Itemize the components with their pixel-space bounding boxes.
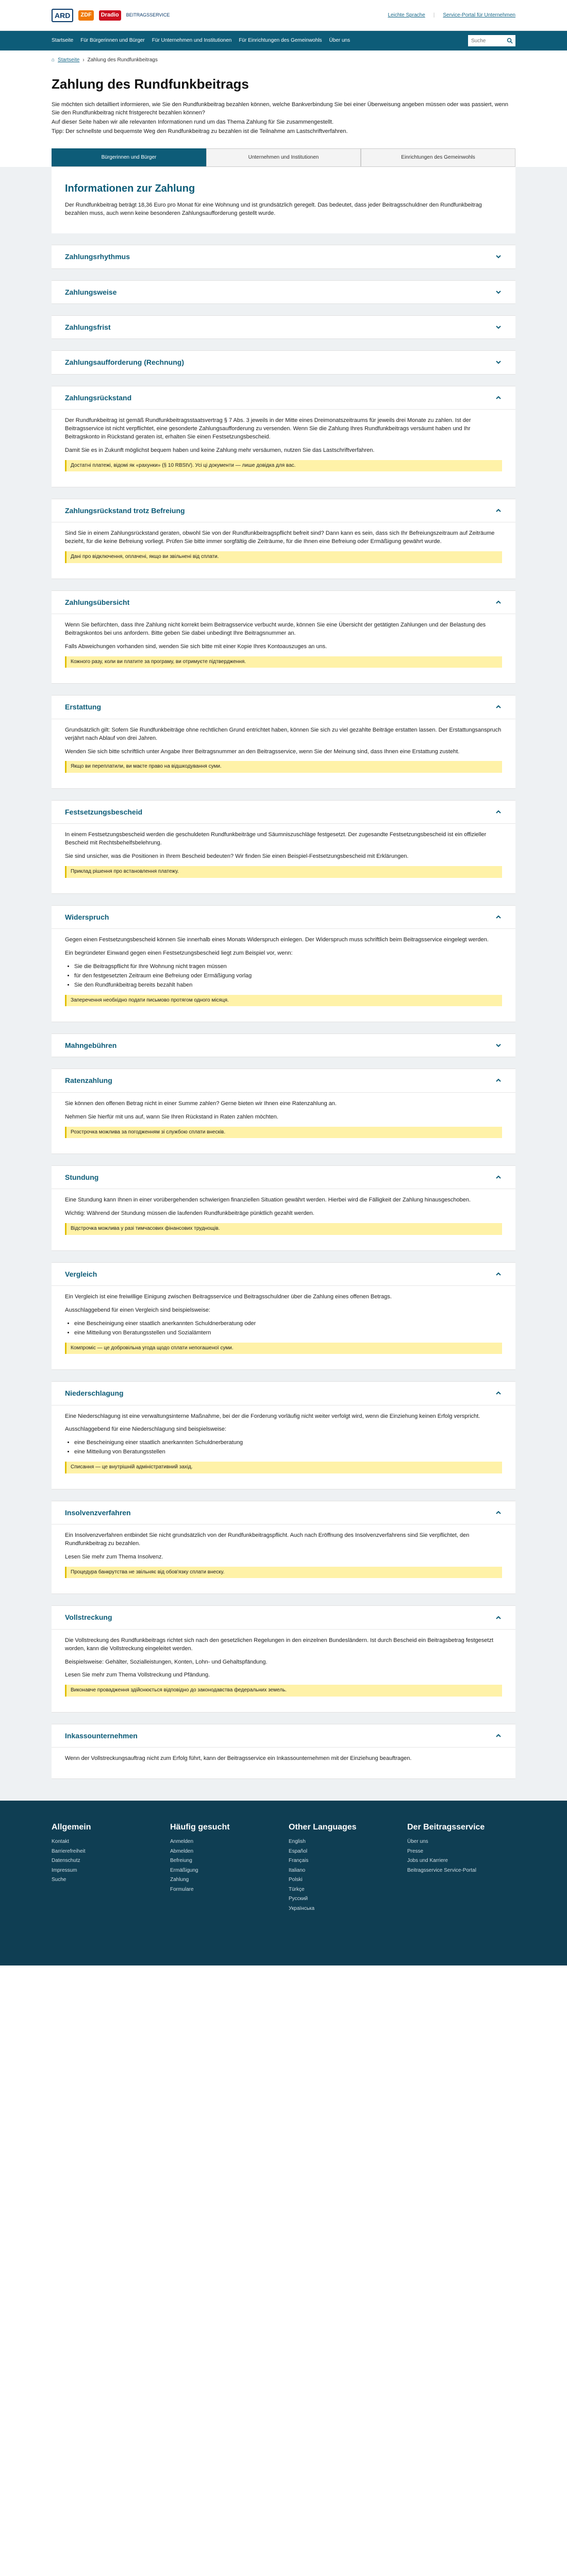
accordion-header[interactable] [52, 1034, 515, 1057]
section-paragraph: In einem Festsetzungsbescheid werden die geschuldeten Rundfunkbeiträge und Säumniszuschläge festgesetzt. Der zugesandte Festsetzungsbescheid ist ein offizieller Bescheid mit Rechtsbehelfsbelehrung. [65, 832, 487, 846]
accordion-list [52, 245, 515, 1779]
accordion-title: Zahlungsweise [65, 287, 117, 296]
accordion-header[interactable] [52, 1069, 515, 1092]
footer-column [289, 1821, 387, 1914]
section-paragraph: Eine Niederschlagung ist eine verwaltungsinterne Maßnahme, bei der die Forderung vorläufig nicht weiter verfolgt wird, wenn die Einziehung keinen Erfolg verspricht. [65, 1413, 480, 1419]
list-item: • eine Bescheinigung einer staatlich anerkannten Schuldnerberatung oder [74, 1320, 502, 1328]
footer-link[interactable]: Abmelden [170, 1848, 194, 1854]
accordion-section [52, 905, 515, 1022]
section-paragraph: Wenn der Vollstreckungsauftrag nicht zum Erfolg führt, kann der Beitragsservice ein Inkassounternehmen mit der Einziehung beauftragen. [65, 1755, 412, 1762]
footer-columns [52, 1821, 515, 1914]
accordion-title: Ratenzahlung [65, 1076, 112, 1085]
accordion-section [52, 499, 515, 579]
accordion-title: Mahngebühren [65, 1041, 117, 1050]
footer-link[interactable]: Barrierefreiheit [52, 1848, 86, 1854]
accordion-section [52, 1262, 515, 1370]
footer-link[interactable]: Jobs und Karriere [407, 1858, 448, 1864]
chevron-up-icon [495, 1509, 502, 1516]
footer-heading: Allgemein [52, 1823, 91, 1832]
accordion-header[interactable] [52, 801, 515, 824]
accordion-section [52, 1724, 515, 1779]
nav-item-home[interactable]: Startseite [52, 37, 74, 43]
chevron-down-icon [495, 1042, 502, 1049]
footer-heading: Der Beitragsservice [407, 1823, 485, 1832]
section-paragraph: Ein begründeter Einwand gegen einen Festsetzungsbescheid liegt zum Beispiel vor, wenn: [65, 950, 293, 956]
tab-companies[interactable]: Unternehmen und Institutionen [206, 148, 361, 167]
accordion-header[interactable] [52, 245, 515, 268]
translation-hint: Дані про відключення, оплачені, якщо ви звільнені від сплати. [65, 551, 502, 563]
translation-hint: Якщо ви переплатили, ви маєте право на відшкодування суми. [65, 761, 502, 773]
accordion-body [52, 1524, 515, 1594]
logo-zdf: ZDF [78, 10, 93, 21]
accordion-title: Stundung [65, 1173, 99, 1181]
footer-links [407, 1838, 505, 1874]
footer-link[interactable]: Ermäßigung [170, 1867, 198, 1873]
chevron-down-icon [495, 359, 502, 366]
content-area [0, 167, 567, 1801]
section-paragraph: Wichtig: Während der Stundung müssen die laufenden Rundfunkbeiträge pünktlich gezahlt werden. [65, 1210, 314, 1217]
section-paragraph: Eine Stundung kann Ihnen in einer vorübergehenden schwierigen finanziellen Situation gewährt werden. Hierbei wird die Fälligkeit der Zahlung hinausgeschoben. [65, 1197, 471, 1204]
footer-link[interactable]: Español [289, 1848, 308, 1854]
accordion-header[interactable] [52, 316, 515, 338]
chevron-up-icon [495, 1270, 502, 1278]
section-paragraph: Sie sind unsicher, was die Positionen in Ihrem Bescheid bedeuten? Wir finden Sie einen Beispiel-Festsetzungsbescheid mit Erklärungen. [65, 853, 409, 860]
section-paragraph: Die Vollstreckung des Rundfunkbeitrags richtet sich nach den gesetzlichen Regelungen in den einzelnen Bundesländern. Ist durch Bescheid ein Beitragsbetrag festgesetzt worden, kann die Vollstreckung eingeleitet werden. [65, 1637, 494, 1652]
accordion-header[interactable] [52, 1166, 515, 1189]
chevron-up-icon [495, 808, 502, 816]
section-paragraph: Beispielsweise: Gehälter, Sozialleistungen, Konten, Lohn- und Gehaltspfändung. [65, 1658, 268, 1665]
accordion-title: Zahlungsrückstand [65, 393, 132, 402]
chevron-up-icon [495, 1732, 502, 1739]
footer-links [289, 1838, 387, 1912]
chevron-up-icon [495, 1174, 502, 1181]
translation-hint: Приклад рішення про встановлення платежу. [65, 866, 502, 878]
footer-link[interactable]: Suche [52, 1877, 66, 1883]
nav-item-companies[interactable]: Für Unternehmen und Institutionen [152, 37, 232, 43]
accordion-header[interactable] [52, 386, 515, 410]
accordion-header[interactable] [52, 1382, 515, 1405]
accordion-title: Widerspruch [65, 912, 109, 921]
accordion-header[interactable] [52, 906, 515, 929]
accordion-section [52, 386, 515, 488]
footer-link[interactable]: Über uns [407, 1839, 428, 1845]
accordion-title: Zahlungsaufforderung (Rechnung) [65, 358, 184, 367]
home-icon[interactable]: ⌂ [52, 57, 55, 63]
section-paragraph: Ausschlaggebend für einen Vergleich sind beispielsweise: [65, 1307, 210, 1313]
section-paragraph: Lesen Sie mehr zum Thema Vollstreckung und Pfändung. [65, 1672, 210, 1679]
chevron-down-icon [495, 324, 502, 331]
accordion-header[interactable] [52, 281, 515, 303]
nav-item-citizens[interactable]: Für Bürgerinnen und Bürger [80, 37, 145, 43]
footer [0, 1801, 567, 1965]
accordion-title: Niederschlagung [65, 1389, 124, 1398]
accordion-section [52, 280, 515, 304]
info-card [52, 167, 515, 233]
main-nav [0, 31, 567, 50]
accordion-section [52, 1033, 515, 1057]
footer-link[interactable]: English [289, 1839, 306, 1845]
chevron-up-icon [495, 1077, 502, 1084]
search-box [468, 35, 515, 46]
accordion-body [52, 522, 515, 578]
intro [52, 101, 515, 136]
section-paragraph: Sie können den offenen Betrag nicht in einer Summe zahlen? Gerne bieten wir Ihnen eine Ratenzahlung an. [65, 1100, 337, 1107]
section-paragraph: Falls Abweichungen vorhanden sind, wenden Sie sich bitte mit einer Kopie Ihres Kontoauszuges an uns. [65, 643, 327, 650]
accordion-section [52, 315, 515, 339]
footer-link[interactable]: Befreiung [170, 1858, 192, 1864]
accordion-header[interactable] [52, 1606, 515, 1629]
accordion-title: Zahlungsrhythmus [65, 252, 130, 261]
utility-nav [388, 12, 515, 20]
logo-ard: ARD [52, 9, 73, 22]
accordion-section [52, 590, 515, 684]
footer-link[interactable]: Anmelden [170, 1839, 194, 1845]
accordion-body [52, 410, 515, 487]
accordion-header[interactable] [52, 1724, 515, 1748]
chevron-up-icon [495, 703, 502, 710]
section-paragraph: Damit Sie es in Zukunft möglichst bequem haben und keine Zahlung mehr versäumen, nutzen Sie das Lastschriftverfahren. [65, 447, 375, 453]
accordion-header[interactable] [52, 499, 515, 522]
chevron-up-icon [495, 1389, 502, 1397]
footer-link[interactable]: Українська [289, 1905, 315, 1911]
footer-link[interactable]: Kontakt [52, 1839, 69, 1845]
translation-hint: Виконавче провадження здійснюється відповідно до законодавства федеральних земель. [65, 1685, 502, 1697]
accordion-title: Zahlungsrückstand trotz Befreiung [65, 506, 185, 515]
chevron-up-icon [495, 1614, 502, 1621]
accordion-title: Zahlungsfrist [65, 323, 111, 331]
search-button[interactable] [504, 35, 515, 46]
accordion-body [52, 1630, 515, 1712]
accordion-section [52, 1605, 515, 1713]
chevron-down-icon [495, 253, 502, 260]
section-paragraph: Nehmen Sie hierfür mit uns auf, wann Sie Ihren Rückstand in Raten zahlen möchten. [65, 1113, 278, 1120]
accordion-body [52, 1189, 515, 1250]
accordion-section [52, 350, 515, 374]
footer-column [407, 1821, 505, 1914]
translation-hint: Компроміс — це добровільна угода щодо сплати непогашеної суми. [65, 1343, 502, 1354]
list-item: • eine Mitteilung von Beratungsstellen und Sozialämtern [74, 1329, 502, 1337]
footer-link[interactable]: Datenschutz [52, 1858, 80, 1864]
footer-link[interactable]: Türkçe [289, 1886, 305, 1892]
translation-hint: Списання — це внутрішній адміністративний захід. [65, 1462, 502, 1473]
accordion-body [52, 1405, 515, 1489]
list-item: • Sie die Beitragspflicht für Ihre Wohnung nicht tragen müssen [74, 963, 502, 971]
breadcrumb-current: Zahlung des Rundfunkbeitrags [87, 57, 158, 63]
intro-text: Auf dieser Seite haben wir alle relevanten Informationen rund um das Thema Zahlung für Sie zusammengestellt. [52, 119, 334, 126]
info-text: Der Rundfunkbeitrag beträgt 18,36 Euro pro Monat für eine Wohnung und ist grundsätzlich geregelt. Das bedeutet, dass jeder Beitragsschuldner den Rundfunkbeitrag bezahlen muss, auch wenn keine besonderen Zahlungsaufforderung gestellt wurde. [65, 202, 482, 217]
translation-hint: Кожного разу, коли ви платите за програму, ви отримуєте підтвердження. [65, 656, 502, 668]
footer-link[interactable]: Polski [289, 1877, 303, 1883]
footer-heading: Other Languages [289, 1823, 357, 1832]
footer-link[interactable]: Русский [289, 1896, 308, 1902]
accordion-body [52, 1748, 515, 1778]
accordion-section [52, 1069, 515, 1154]
accordion-title: Inkassounternehmen [65, 1731, 138, 1740]
section-list [74, 963, 502, 990]
chevron-down-icon [495, 289, 502, 296]
section-paragraph: Lesen Sie mehr zum Thema Insolvenz. [65, 1553, 163, 1560]
accordion-section [52, 1501, 515, 1595]
intro-tip: Tipp: Der schnellste und bequemste Weg den Rundfunkbeitrag zu bezahlen ist die Teilnahme am Lastschriftverfahren. [52, 128, 348, 134]
section-paragraph: Gegen einen Festsetzungsbescheid können Sie innerhalb eines Monats Widerspruch einlegen. Der Widerspruch muss schriftlich beim Beitragsservice eingelegt werden. [65, 936, 489, 943]
footer-heading: Häufig gesucht [170, 1823, 230, 1832]
footer-link[interactable]: Zahlung [170, 1877, 189, 1883]
tab-citizens[interactable]: Bürgerinnen und Bürger [52, 148, 206, 167]
accordion-body [52, 824, 515, 893]
util-link-service-portal[interactable]: Service-Portal für Unternehmen [443, 12, 515, 18]
section-paragraph: Ein Vergleich ist eine freiwillige Einigung zwischen Beitragsservice und Beitragsschuldner über die Zahlung eines offenen Betrags. [65, 1293, 392, 1300]
accordion-body [52, 929, 515, 1022]
page-title: Zahlung des Rundfunkbeitrags [52, 76, 249, 92]
audience-tabs [52, 148, 515, 167]
section-paragraph: Ein Insolvenzverfahren entbindet Sie nicht grundsätzlich von der Rundfunkbeitragspflicht. Auch nach Eröffnung des Insolvenzverfahrens sind Sie verpflichtet, den Rundfunkbeitrag zu bezahlen. [65, 1532, 470, 1547]
chevron-up-icon [495, 507, 502, 514]
section-paragraph: Grundsätzlich gilt: Sofern Sie Rundfunkbeiträge ohne rechtlichen Grund entrichtet haben, können Sie sich zu viel gezahlte Beiträge erstatten lassen. Der Erstattungsanspruch verjährt nach Ablauf von drei Jahren. [65, 726, 502, 741]
footer-link[interactable]: Français [289, 1858, 309, 1864]
accordion-title: Insolvenzverfahren [65, 1508, 131, 1517]
footer-links [170, 1838, 268, 1893]
section-list [74, 1439, 502, 1456]
accordion-header[interactable] [52, 1263, 515, 1286]
accordion-header[interactable] [52, 1501, 515, 1524]
search-icon [507, 38, 513, 44]
accordion-body [52, 614, 515, 683]
breadcrumb-separator: › [82, 57, 85, 63]
accordion-title: Zahlungsübersicht [65, 598, 130, 606]
footer-link[interactable]: Presse [407, 1848, 424, 1854]
chevron-up-icon [495, 913, 502, 921]
search-input[interactable] [468, 35, 504, 46]
accordion-section [52, 800, 515, 894]
section-paragraph: Wenden Sie sich bitte schriftlich unter Angabe Ihrer Beitragsnummer an den Beitragsservice, wenn Sie der Meinung sind, dass Ihnen eine Erstattung zusteht. [65, 748, 460, 755]
footer-column [52, 1821, 149, 1914]
translation-hint: Відстрочка можлива у разі тимчасових фінансових труднощів. [65, 1223, 502, 1235]
accordion-header[interactable] [52, 591, 515, 614]
top-bar [0, 0, 567, 31]
translation-hint: Розстрочка можлива за погодженням зі службою сплати внесків. [65, 1127, 502, 1139]
accordion-body [52, 1286, 515, 1369]
accordion-body [52, 719, 515, 788]
logo[interactable] [52, 9, 170, 22]
section-list [74, 1320, 502, 1337]
accordion-title: Erstattung [65, 703, 101, 711]
footer-link[interactable]: Beitragsservice Service-Portal [407, 1867, 476, 1873]
logo-text: BEITRAGSSERVICE [126, 12, 170, 18]
section-paragraph: Der Rundfunkbeitrag ist gemäß Rundfunkbeitragsstaatsvertrag § 7 Abs. 3 jeweils in der Mitte eines Dreimonatszeitraums für jeweils drei Monate zu zahlen. Ist der Beitragsservice ist nicht verpflichtet, eine gesonderte Zahlungsaufforderung zu versenden. Wenn Sie die Zahlung Ihres Rundfunkbeitrags versäumt haben und Ihr Beitragskonto in Rückstand geraten ist, erhalten Sie einen Festsetzungsbescheid. [65, 417, 471, 440]
section-paragraph: Ausschlaggebend für eine Niederschlagung sind beispielsweise: [65, 1426, 227, 1433]
accordion-section [52, 1165, 515, 1251]
translation-hint: Достатні платежі, відомі як «рахунки» (§ 10 RBStV). Усі ці документи — лише довідка для вас. [65, 460, 502, 472]
footer-links [52, 1838, 149, 1884]
list-item: • eine Mitteilung von Beratungsstellen [74, 1448, 502, 1456]
footer-link[interactable]: Formulare [170, 1886, 194, 1892]
breadcrumb [52, 50, 515, 69]
chevron-up-icon [495, 394, 502, 401]
logo-dradio: Dradio [99, 10, 121, 21]
list-item: • Sie den Rundfunkbeitrag bereits bezahlt haben [74, 981, 502, 990]
translation-hint: Процедура банкрутства не звільняє від обов'язку сплати внеску. [65, 1567, 502, 1579]
translation-hint: Заперечення необхідно подати письмово протягом одного місяця. [65, 995, 502, 1007]
nav-item-nonprofit[interactable]: Für Einrichtungen des Gemeinwohls [239, 37, 322, 43]
accordion-title: Festsetzungsbescheid [65, 807, 143, 816]
info-title: Informationen zur Zahlung [65, 183, 195, 195]
accordion-header[interactable] [52, 696, 515, 719]
section-paragraph: Wenn Sie befürchten, dass Ihre Zahlung nicht korrekt beim Beitragsservice verbucht wurde, können Sie eine Übersicht der getätigten Zahlungen und der Belastung des Beitragskontos bei uns anfordern. Bitte geben Sie dabei unbedingt Ihre Beitragsnummer an. [65, 622, 486, 636]
accordion-section [52, 695, 515, 789]
chevron-up-icon [495, 599, 502, 606]
accordion-body [52, 1093, 515, 1154]
accordion-title: Vergleich [65, 1269, 97, 1278]
list-item: • eine Bescheinigung einer staatlich anerkannten Schuldnerberatung [74, 1439, 502, 1447]
footer-link[interactable]: Italiano [289, 1867, 306, 1873]
util-separator: | [433, 12, 435, 18]
footer-column [170, 1821, 268, 1914]
accordion-section [52, 245, 515, 268]
util-link-easy-language[interactable]: Leichte Sprache [388, 12, 425, 18]
nav-item-about[interactable]: Über uns [329, 37, 351, 43]
footer-link[interactable]: Impressum [52, 1867, 77, 1873]
intro-text: Sie möchten sich detailliert informieren, wie Sie den Rundfunkbeitrag bezahlen können, welche Bankverbindung Sie bei einer Überweisung angeben müssen oder was passiert, wenn Sie den Rundfunkbeitrag nicht fristgerecht bezahlen können? [52, 101, 509, 116]
breadcrumb-home[interactable]: Startseite [58, 57, 80, 63]
section-paragraph: Sind Sie in einem Zahlungsrückstand geraten, obwohl Sie von der Rundfunkbeitragspflicht befreit sind? Dann kann es sein, dass sich Ihr Befreiungszeitraum auf Zeiträume bezieht, für die keine Befreiung vorliegt. Prüfen Sie bitte immer sorgfältig die Zeiträume, für die Ihnen eine Befreiung oder Ermäßigung gewährt wurde. [65, 530, 495, 545]
accordion-header[interactable] [52, 351, 515, 374]
tab-nonprofit[interactable]: Einrichtungen des Gemeinwohls [361, 148, 515, 167]
accordion-section [52, 1381, 515, 1489]
list-item: • für den festgesetzten Zeitraum eine Befreiung oder Ermäßigung vorlag [74, 972, 502, 980]
accordion-title: Vollstreckung [65, 1613, 112, 1622]
